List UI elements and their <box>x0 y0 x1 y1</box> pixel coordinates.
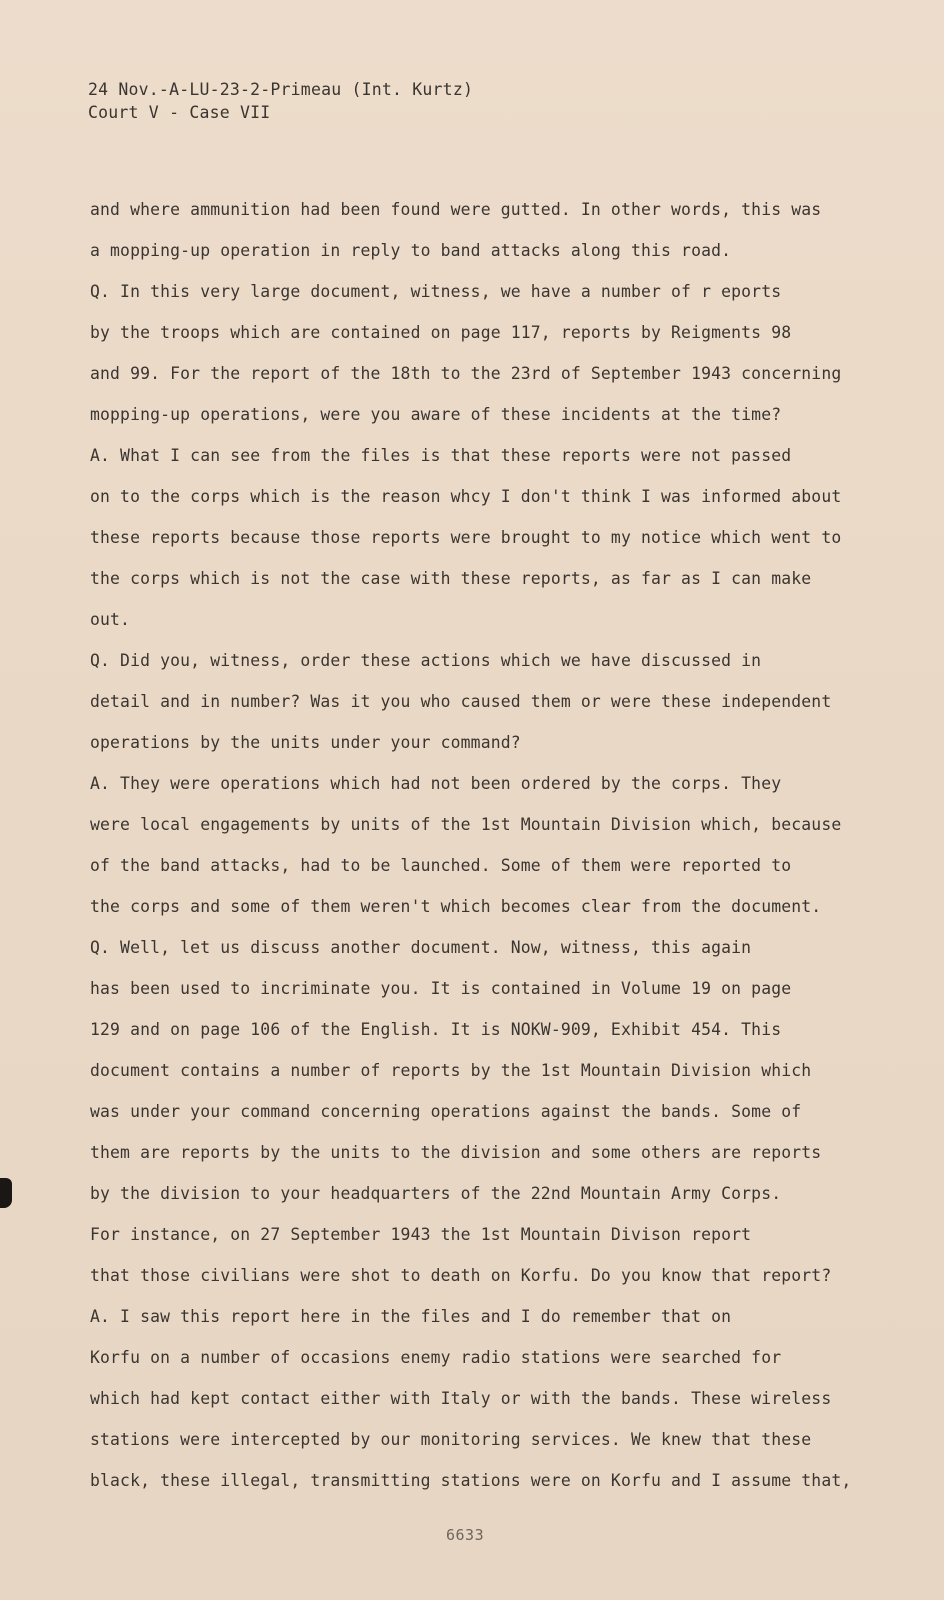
text-line: by the troops which are contained on page 117, reports by Reigments 98 <box>90 323 792 342</box>
text-line: these reports because those reports were brought to my notice which went to <box>90 528 842 547</box>
text-line: the corps and some of them weren't which becomes clear from the document. <box>90 897 822 916</box>
text-line: has been used to incriminate you. It is contained in Volume 19 on page <box>90 979 792 998</box>
text-line: and where ammunition had been found were gutted. In other words, this was <box>90 200 822 219</box>
text-line: Q. Well, let us discuss another document. Now, witness, this again <box>90 938 752 957</box>
text-line: mopping-up operations, were you aware of these incidents at the time? <box>90 405 782 424</box>
header-line-1: 24 Nov.-A-LU-23-2-Primeau (Int. Kurtz) <box>88 80 474 99</box>
text-line: on to the corps which is the reason whcy I don't think I was informed about <box>90 487 842 506</box>
text-line: Q. In this very large document, witness, we have a number of r eports <box>90 282 782 301</box>
text-line: black, these illegal, transmitting stations were on Korfu and I assume that, <box>90 1471 852 1490</box>
text-line: stations were intercepted by our monitoring services. We knew that these <box>90 1430 812 1449</box>
text-line: out. <box>90 610 131 629</box>
header-line-2: Court V - Case VII <box>88 103 271 122</box>
text-line: that those civilians were shot to death on Korfu. Do you know that report? <box>90 1266 832 1285</box>
text-line: A. What I can see from the files is that these reports were not passed <box>90 446 792 465</box>
text-line: which had kept contact either with Italy or with the bands. These wireless <box>90 1389 832 1408</box>
document-header <box>88 78 473 124</box>
text-line: operations by the units under your command? <box>90 733 521 752</box>
text-line: detail and in number? Was it you who caused them or were these independent <box>90 692 832 711</box>
text-line: Korfu on a number of occasions enemy radio stations were searched for <box>90 1348 782 1367</box>
page-number: 6633 <box>446 1526 485 1544</box>
text-line: document contains a number of reports by the 1st Mountain Division which <box>90 1061 812 1080</box>
text-line: 129 and on page 106 of the English. It is NOKW-909, Exhibit 454. This <box>90 1020 782 1039</box>
text-line: a mopping-up operation in reply to band attacks along this road. <box>90 241 732 260</box>
text-line: A. I saw this report here in the files and I do remember that on <box>90 1307 732 1326</box>
text-line: Q. Did you, witness, order these actions which we have discussed in <box>90 651 762 670</box>
binding-hole-mark <box>0 1178 12 1208</box>
text-line: by the division to your headquarters of the 22nd Mountain Army Corps. <box>90 1184 782 1203</box>
text-line: the corps which is not the case with these reports, as far as I can make <box>90 569 812 588</box>
text-line: of the band attacks, had to be launched. Some of them were reported to <box>90 856 792 875</box>
text-line: was under your command concerning operations against the bands. Some of <box>90 1102 802 1121</box>
text-line: them are reports by the units to the division and some others are reports <box>90 1143 822 1162</box>
text-line: For instance, on 27 September 1943 the 1st Mountain Divison report <box>90 1225 752 1244</box>
text-line: and 99. For the report of the 18th to the 23rd of September 1943 concerning <box>90 364 842 383</box>
text-line: were local engagements by units of the 1st Mountain Division which, because <box>90 815 842 834</box>
text-line: A. They were operations which had not been ordered by the corps. They <box>90 774 782 793</box>
